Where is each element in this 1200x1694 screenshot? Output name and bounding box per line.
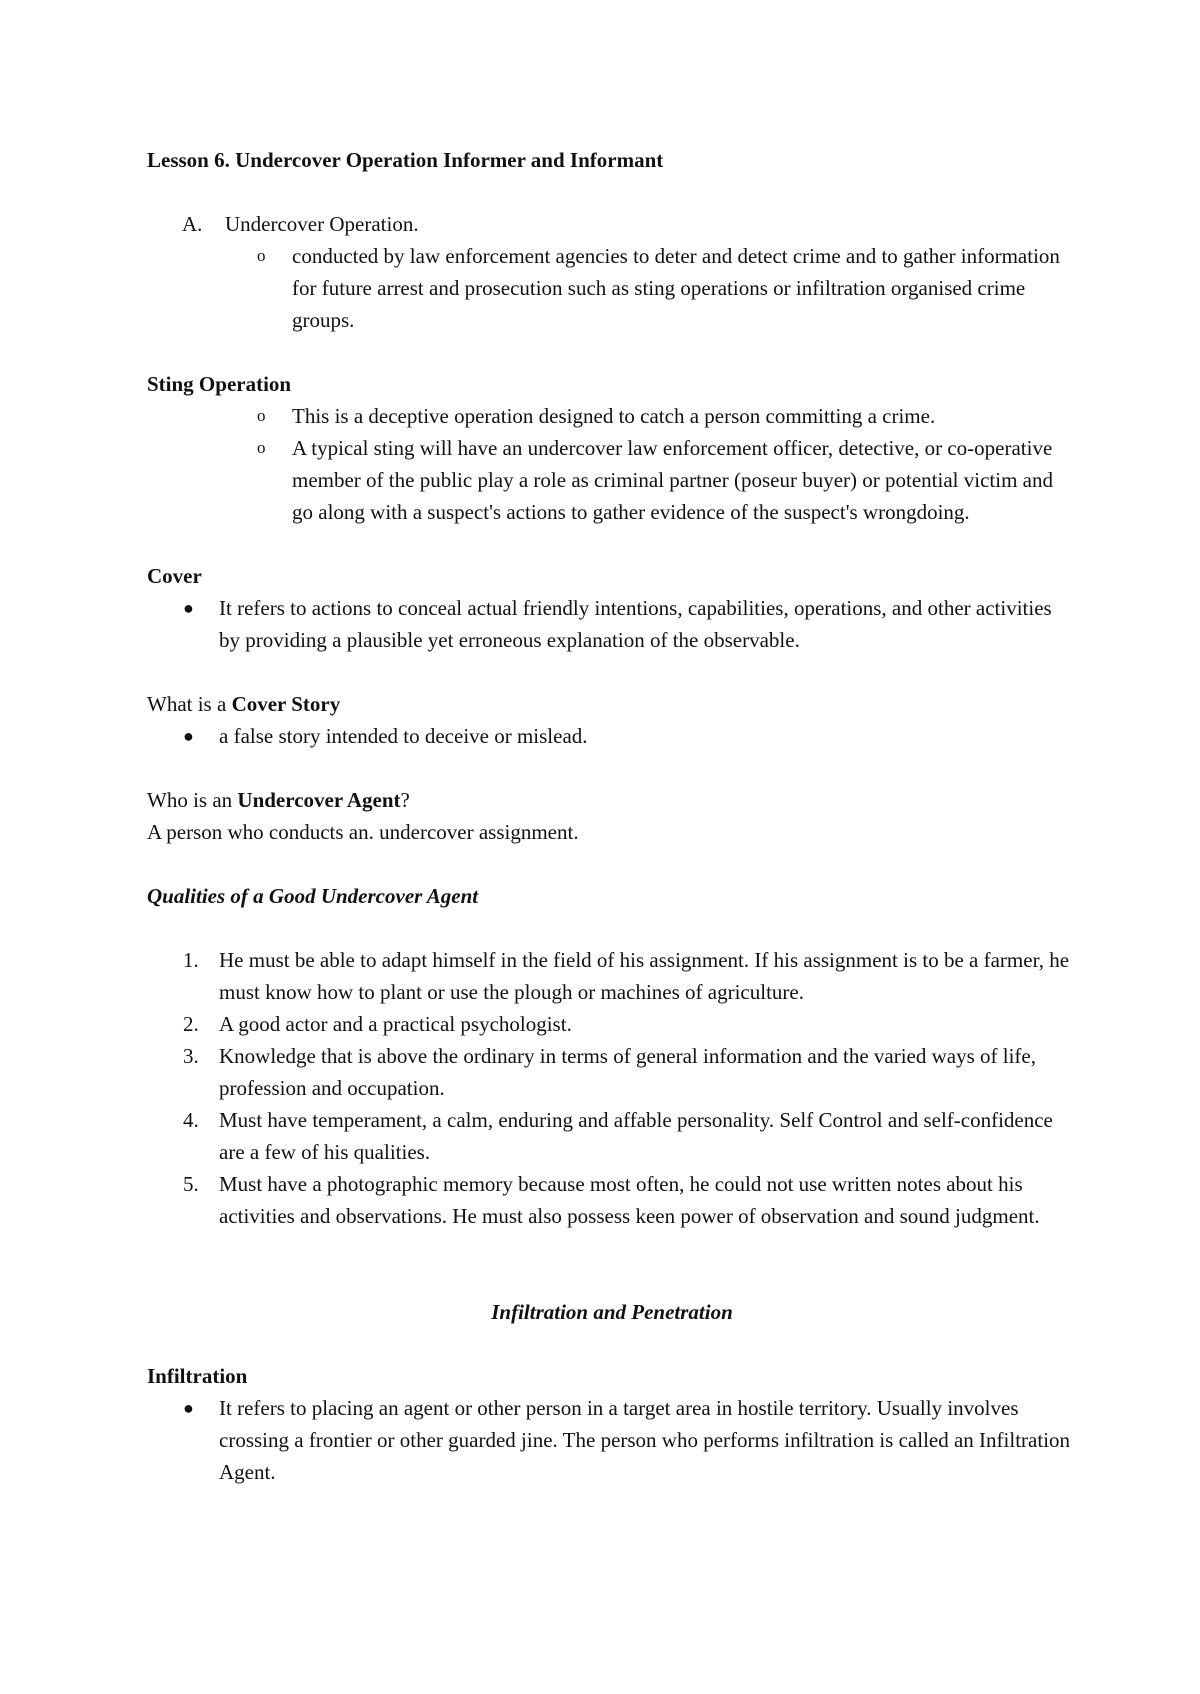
undercover-agent-definition: A person who conducts an. undercover assignment. (147, 820, 579, 844)
section-a-item (147, 208, 1077, 240)
question-prefix: What is a (147, 692, 232, 716)
disc-bullet-icon: ● (183, 1398, 194, 1418)
list-item-text: Must have temperament, a calm, enduring and affable personality. Self Control and self-confidence are a few of his qualities. (219, 1108, 1053, 1164)
undercover-agent-term: Undercover Agent (237, 788, 401, 812)
circle-bullet-icon: o (257, 246, 266, 265)
section-a-label: Undercover Operation. (225, 212, 419, 236)
cover-story-question (147, 688, 1077, 720)
qualities-item (147, 944, 1077, 1008)
circle-bullet-icon: o (257, 406, 266, 425)
cover-heading: Cover (147, 564, 202, 588)
infiltration-bullet (147, 1392, 1077, 1488)
sting-operation-heading: Sting Operation (147, 372, 292, 396)
list-number: 3. (183, 1044, 199, 1068)
list-item-text: Knowledge that is above the ordinary in terms of general information and the varied ways of life, profession and occupation. (219, 1044, 1036, 1100)
bullet-text: a false story intended to deceive or mislead. (219, 724, 588, 748)
list-marker: A. (182, 212, 203, 236)
qualities-item (147, 1008, 1077, 1040)
list-number: 4. (183, 1108, 199, 1132)
infiltration-heading: Infiltration (147, 1364, 248, 1388)
section-a-bullet (147, 240, 1077, 336)
list-number: 5. (183, 1172, 199, 1196)
lesson-title: Lesson 6. Undercover Operation Informer and Informant (147, 148, 664, 172)
cover-bullet (147, 592, 1077, 656)
qualities-item (147, 1168, 1077, 1232)
circle-bullet-icon: o (257, 438, 266, 457)
bullet-text: It refers to actions to conceal actual friendly intentions, capabilities, operations, and other activities by providing a plausible yet erroneous explanation of the observable. (219, 596, 1052, 652)
qualities-heading: Qualities of a Good Undercover Agent (147, 884, 479, 908)
bullet-text: A typical sting will have an undercover law enforcement officer, detective, or co-operative member of the public play a role as criminal partner (poseur buyer) or potential victim and go along with a suspect's actions to gather evidence of the suspect's wrongdoing. (292, 436, 1053, 524)
disc-bullet-icon: ● (183, 598, 194, 618)
bullet-text: conducted by law enforcement agencies to deter and detect crime and to gather information for future arrest and prosecution such as sting operations or infiltration organised crime groups. (292, 244, 1060, 332)
sting-bullet (147, 400, 1077, 432)
list-number: 2. (183, 1012, 199, 1036)
cover-story-bullet (147, 720, 1077, 752)
undercover-agent-question (147, 784, 1077, 816)
list-item-text: He must be able to adapt himself in the field of his assignment. If his assignment is to be a farmer, he must know how to plant or use the plough or machines of agriculture. (219, 948, 1070, 1004)
qualities-item (147, 1040, 1077, 1104)
question-suffix: ? (400, 788, 410, 812)
bullet-text: This is a deceptive operation designed to catch a person committing a crime. (292, 404, 936, 428)
list-item-text: Must have a photographic memory because most often, he could not use written notes about his activities and observations. He must also possess keen power of observation and sound judgment. (219, 1172, 1040, 1228)
question-prefix: Who is an (147, 788, 238, 812)
cover-story-term: Cover Story (231, 692, 341, 716)
infiltration-penetration-title: Infiltration and Penetration (491, 1300, 733, 1324)
list-item-text: A good actor and a practical psychologist. (219, 1012, 572, 1036)
sting-bullet (147, 432, 1077, 528)
bullet-text: It refers to placing an agent or other person in a target area in hostile territory. Usually involves crossing a frontier or other guarded jine. The person who performs infiltration is called an Infiltration Agent. (219, 1396, 1071, 1484)
disc-bullet-icon: ● (183, 726, 194, 746)
document-body (147, 144, 1077, 1488)
qualities-item (147, 1104, 1077, 1168)
list-number: 1. (183, 948, 199, 972)
